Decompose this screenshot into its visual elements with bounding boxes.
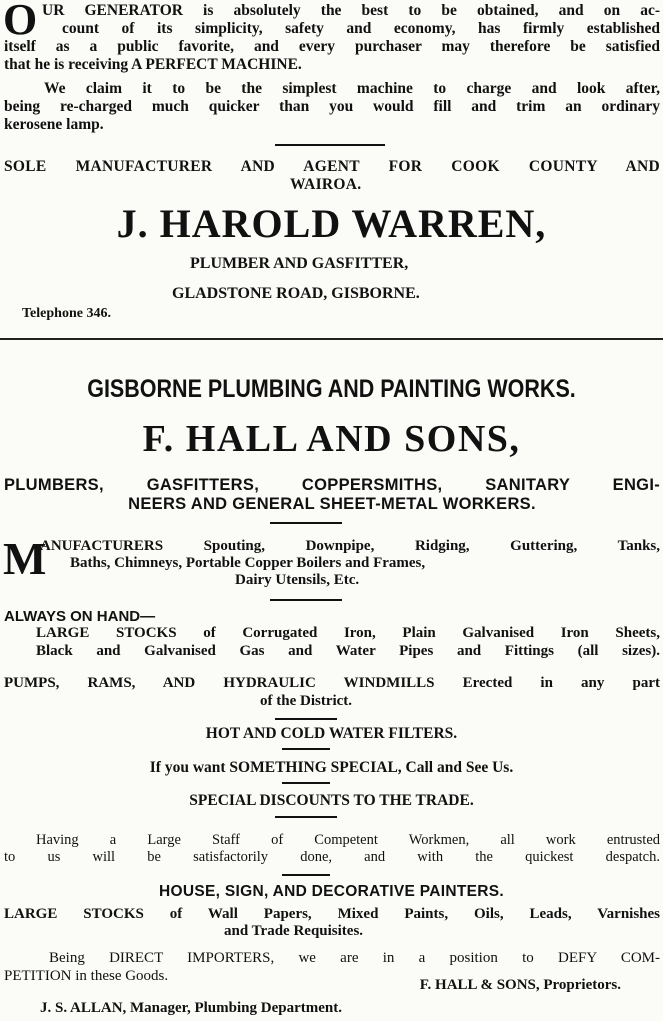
divider-rule: [275, 816, 337, 818]
merchant-address: GLADSTONE ROAD, GISBORNE.: [172, 285, 420, 302]
text-line: kerosene lamp.: [4, 116, 104, 133]
works-title: GISBORNE PLUMBING AND PAINTING WORKS.: [87, 375, 576, 403]
manager-credit: J. S. ALLAN, Manager, Plumbing Department.: [40, 1000, 342, 1016]
merchant-telephone: Telephone 346.: [22, 306, 111, 321]
divider-rule: [282, 874, 330, 876]
discounts-notice: SPECIAL DISCOUNTS TO THE TRADE.: [189, 792, 474, 809]
divider-rule: [270, 522, 342, 524]
text-line: Black and Galvanised Gas and Water Pipes and Fittings (all sizes).: [36, 643, 660, 659]
text-line: that he is receiving A PERFECT MACHINE.: [4, 56, 302, 73]
text-line: PETITION in these Goods.: [4, 968, 169, 984]
painters-heading: HOUSE, SIGN, AND DECORATIVE PAINTERS.: [159, 883, 504, 900]
text-line: count of its simplicity, safety and economy, has firmly established: [62, 20, 660, 37]
iron-stocks: [4, 624, 660, 660]
firm-name: F. HALL AND SONS,: [142, 418, 521, 460]
text-line: of the District.: [260, 693, 353, 709]
text-line: NEERS AND GENERAL SHEET-METAL WORKERS.: [128, 495, 536, 513]
text-line: UR GENERATOR is absolutely the best to be obtained, and on ac-: [42, 2, 660, 19]
generator-intro-paragraph: [42, 2, 660, 38]
text-line: being re-charged much quicker than you would fill and trim an ordinary: [4, 98, 660, 115]
merchant-name: J. HAROLD WARREN,: [116, 201, 547, 246]
text-line: LARGE STOCKS of Corrugated Iron, Plain Galvanised Iron Sheets,: [36, 625, 660, 641]
text-line: Having a Large Staff of Competent Workmen, all work entrusted: [36, 832, 660, 848]
text-line: ANUFACTURERS Spouting, Downpipe, Ridging, Guttering, Tanks,: [40, 538, 660, 554]
intro-dropcap: O: [3, 0, 38, 44]
sole-agent-notice: [4, 158, 660, 194]
text-line: PLUMBERS, GASFITTERS, COPPERSMITHS, SANITARY ENGI-: [4, 476, 660, 494]
always-on-hand-heading: ALWAYS ON HAND—: [4, 608, 156, 625]
merchant-trade: PLUMBER AND GASFITTER,: [190, 255, 409, 272]
text-line: Dairy Utensils, Etc.: [235, 572, 360, 588]
generator-intro-continued: [4, 38, 660, 74]
wallpaper-stocks: [4, 906, 660, 940]
advertisement-separator: [0, 338, 663, 340]
text-line: and Trade Requisites.: [224, 923, 364, 939]
divider-rule: [270, 599, 342, 601]
text-line: LARGE STOCKS of Wall Papers, Mixed Paints, Oils, Leads, Varnishes: [4, 906, 660, 922]
text-line: Baths, Chimneys, Portable Copper Boilers and Frames,: [70, 555, 426, 571]
text-line: SOLE MANUFACTURER AND AGENT FOR COOK COUNTY AND: [4, 158, 660, 175]
text-line: WAIROA.: [290, 176, 362, 193]
text-line: to us will be satisfactorily done, and with the quickest despatch.: [4, 849, 660, 865]
manufacturers-dropcap: M: [3, 533, 47, 584]
warren-generator-advertisement: [0, 0, 663, 330]
text-line: PUMPS, RAMS, AND HYDRAULIC WINDMILLS Erected in any part: [4, 675, 660, 691]
windmills-notice: [4, 674, 660, 710]
trades-list: [4, 476, 660, 514]
proprietors-signature: F. HALL & SONS, Proprietors.: [419, 977, 621, 993]
manufactured-goods: [40, 538, 660, 589]
divider-rule: [275, 144, 385, 146]
divider-rule: [282, 782, 330, 784]
divider-rule: [282, 748, 330, 750]
text-line: itself as a public favorite, and every purchaser may therefore be satisfied: [4, 38, 660, 55]
text-line: Being DIRECT IMPORTERS, we are in a position to DEFY COM-: [49, 950, 660, 966]
staff-notice: [4, 832, 660, 866]
generator-claim-paragraph: [4, 80, 660, 134]
special-notice: If you want SOMETHING SPECIAL, Call and See Us.: [149, 759, 514, 776]
divider-rule: [275, 718, 337, 720]
filters-notice: HOT AND COLD WATER FILTERS.: [205, 725, 458, 742]
text-line: We claim it to be the simplest machine to charge and look after,: [44, 80, 660, 97]
hall-plumbing-advertisement: [0, 344, 663, 1021]
